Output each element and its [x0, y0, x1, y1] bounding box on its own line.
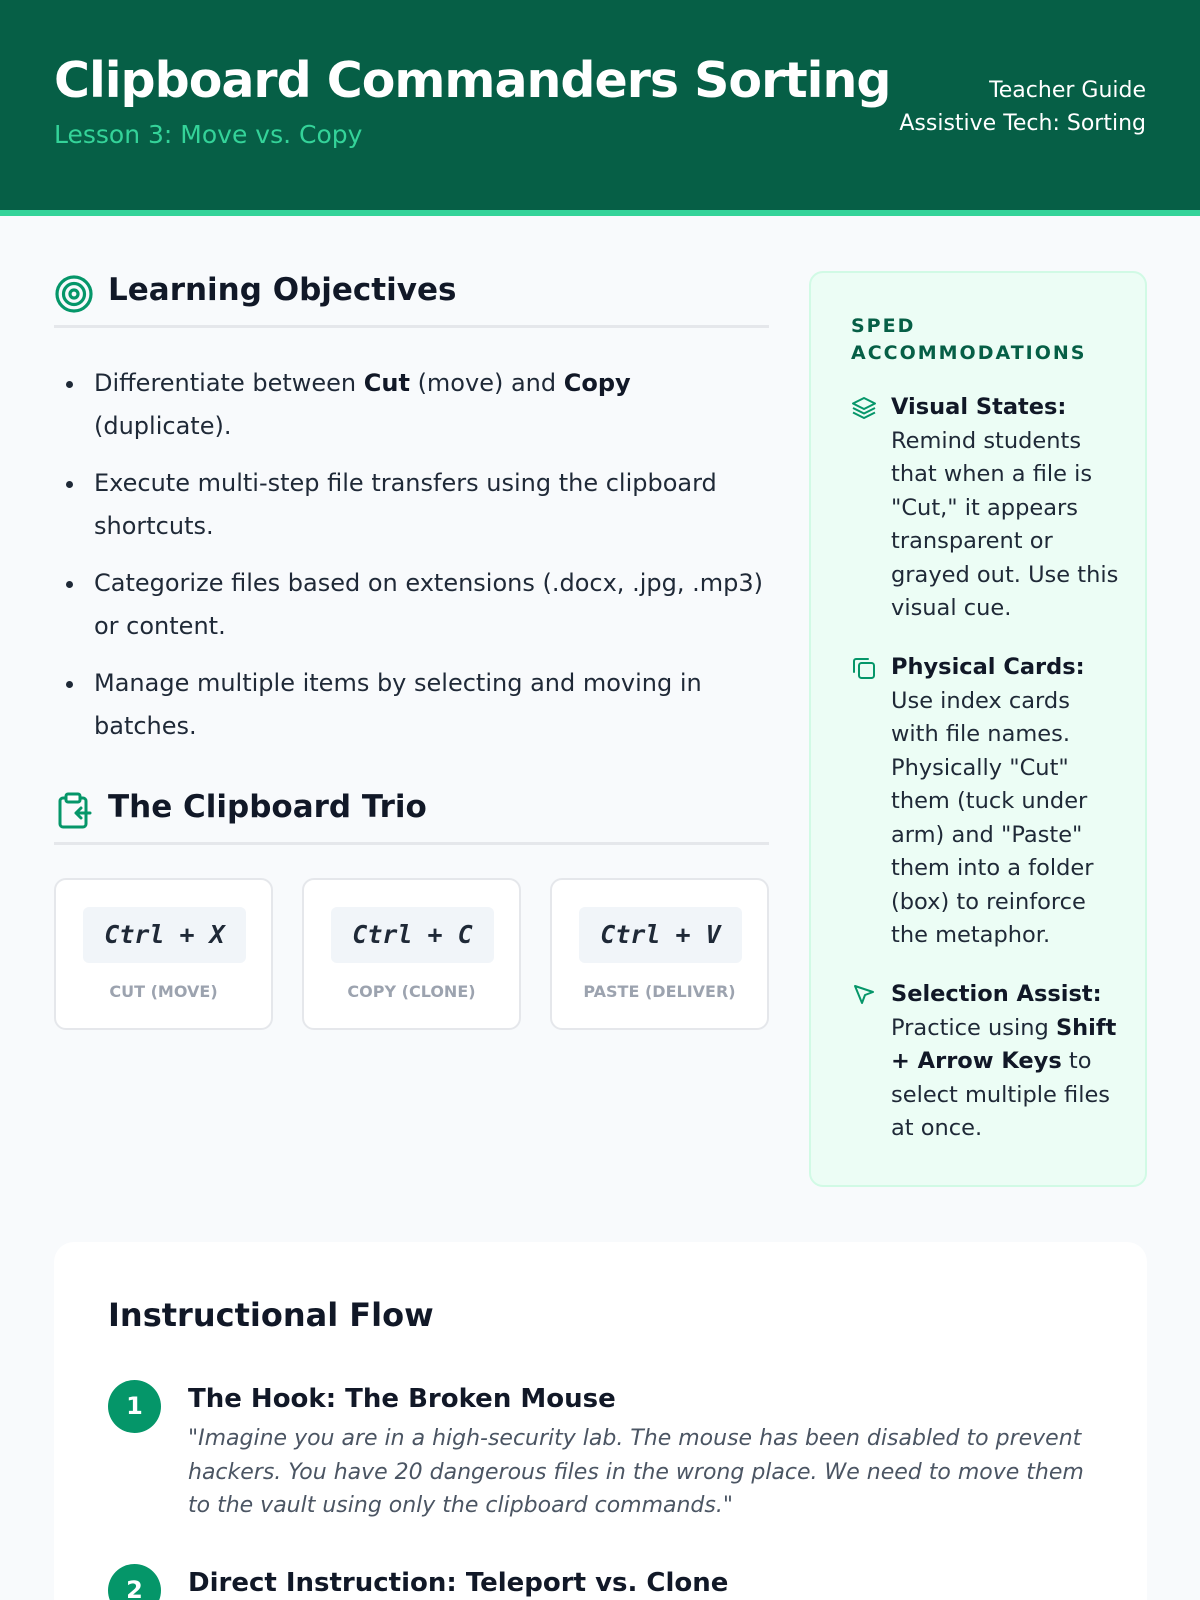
shortcut-key-copy: Ctrl + C: [331, 907, 494, 963]
step-number: 1: [108, 1380, 161, 1433]
bold-term: Shift + Arrow Keys: [891, 1014, 1117, 1074]
objective-item: [64, 362, 769, 448]
instructional-flow-section: [54, 1242, 1147, 1600]
objective-item: [64, 562, 769, 648]
layers-icon: [851, 395, 877, 421]
sidebar-title: SPED ACCOMMODATIONS: [851, 315, 1087, 364]
page-header: [0, 0, 1200, 216]
copy-icon: [851, 655, 877, 681]
trio-heading: The Clipboard Trio: [108, 789, 427, 825]
shortcut-card-copy: [302, 878, 521, 1030]
step-number: 2: [108, 1564, 161, 1600]
shortcut-label-copy: COPY (CLONE): [347, 982, 476, 1001]
shortcut-label-paste: PASTE (DELIVER): [583, 982, 736, 1001]
bold-term: Copy: [563, 369, 631, 397]
header-meta: [899, 74, 1146, 140]
bold-term: Selection Assist:: [891, 981, 1102, 1007]
guide-type: Teacher Guide: [989, 78, 1146, 103]
accommodation-text: [891, 978, 1121, 1146]
shortcut-card-cut: [54, 878, 273, 1030]
text-run: Differentiate between: [94, 369, 364, 397]
bold-term: Visual States:: [891, 394, 1067, 420]
text-run: Manage multiple items by selecting and moving in batches.: [94, 669, 702, 740]
objective-item: [64, 662, 769, 748]
course-name: Assistive Tech: Sorting: [899, 111, 1146, 136]
text-run: Remind students that when a file is "Cut," it appears transparent or grayed out. Use this visual cue.: [891, 427, 1119, 621]
step-quote: "Imagine you are in a high-security lab. The mouse has been disabled to prevent hackers. You have 20 dangerous files in the wrong place. We need to move them to the vault using only the clipboard commands.": [188, 1426, 1084, 1518]
text-run: (move) and: [409, 369, 564, 397]
text-run: Execute multi-step file transfers using the clipboard shortcuts.: [94, 469, 717, 540]
text-run: Categorize files based on extensions (.docx, .jpg, .mp3) or content.: [94, 569, 763, 640]
objectives-list: [64, 362, 769, 762]
objectives-heading: Learning Objectives: [108, 272, 457, 308]
accommodation-text: [891, 391, 1121, 626]
text-run: to select multiple files at once.: [891, 1048, 1111, 1141]
step-title: Direct Instruction: Teleport vs. Clone: [188, 1568, 729, 1598]
step-title: The Hook: The Broken Mouse: [188, 1384, 616, 1414]
lesson-subtitle: Lesson 3: Move vs. Copy: [54, 120, 363, 149]
objectives-heading-row: [54, 268, 769, 328]
trio-heading-row: [54, 785, 769, 845]
cursor-icon: [851, 982, 877, 1008]
text-run: (duplicate).: [94, 412, 232, 440]
flow-heading: Instructional Flow: [108, 1296, 434, 1334]
bold-term: Cut: [363, 369, 410, 397]
text-run: Practice using: [891, 1014, 1056, 1041]
bold-term: Physical Cards:: [891, 654, 1085, 680]
text-run: Use index cards with file names. Physically "Cut" them (tuck under arm) and "Paste" them into a folder (box) to reinforce the metaphor.: [891, 687, 1094, 948]
accommodation-text: [891, 651, 1121, 953]
objective-item: [64, 462, 769, 548]
target-icon: [54, 274, 94, 314]
sped-accommodations-panel: [809, 271, 1147, 1187]
clipboard-icon: [54, 791, 94, 831]
shortcut-label-cut: CUT (MOVE): [109, 982, 218, 1001]
page-title: Clipboard Commanders Sorting: [54, 52, 891, 109]
shortcut-key-paste: Ctrl + V: [579, 907, 742, 963]
shortcut-key-cut: Ctrl + X: [83, 907, 246, 963]
shortcut-card-paste: [550, 878, 769, 1030]
